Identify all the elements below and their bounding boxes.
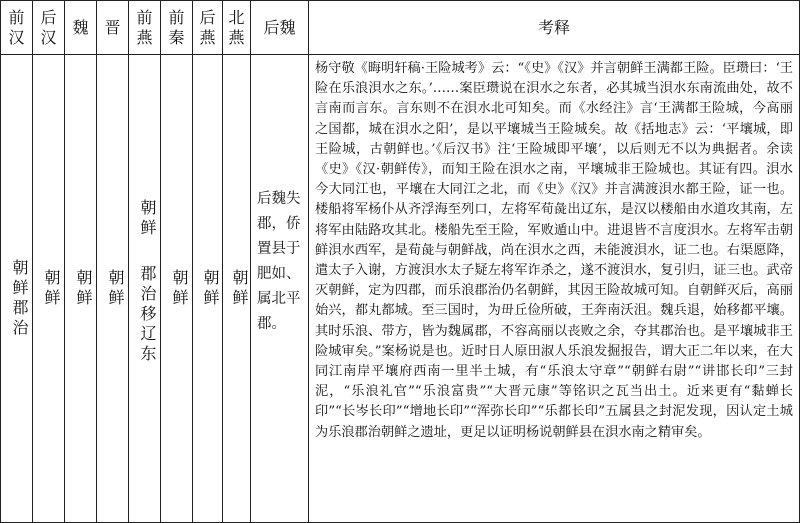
cell-hou-han: 朝鲜	[42, 269, 61, 309]
cell-bei-yan: 朝鲜	[230, 269, 249, 309]
cell-qian-han: 朝鲜郡治	[10, 259, 29, 339]
cell-jin: 朝鲜	[106, 269, 125, 309]
header-hou-yan	[193, 1, 222, 55]
column-hou-yan	[193, 1, 223, 522]
header-text: 考释	[537, 17, 570, 37]
header-bei-yan	[223, 1, 250, 55]
header-char: 前	[8, 7, 25, 27]
header-jin	[97, 1, 128, 55]
cell-qian-yan-chaoxian: 朝鲜	[138, 199, 157, 239]
header-wei	[65, 1, 96, 55]
header-char: 后	[199, 7, 216, 27]
header-char: 魏	[72, 17, 89, 37]
column-hou-wei	[251, 1, 309, 522]
column-qian-han	[1, 1, 33, 522]
cell-qian-qin: 朝鲜	[170, 269, 189, 309]
header-char: 燕	[228, 27, 245, 47]
header-char: 前	[136, 7, 153, 27]
header-char: 汉	[40, 27, 57, 47]
header-char: 燕	[199, 27, 216, 47]
cell-hou-wei: 后魏失郡，侨置县于肥如、属北平郡。	[257, 191, 301, 332]
column-qian-yan	[129, 1, 161, 522]
cell-qian-yan-note: 郡治移辽东	[138, 265, 157, 365]
column-hou-han	[33, 1, 65, 522]
column-qian-qin	[161, 1, 193, 522]
header-char: 后	[40, 7, 57, 27]
header-kaoshi	[309, 1, 799, 55]
header-hou-wei	[251, 1, 308, 55]
header-char: 秦	[168, 27, 185, 47]
header-qian-han	[1, 1, 32, 55]
header-char: 燕	[136, 27, 153, 47]
header-qian-yan	[129, 1, 160, 55]
header-char: 北	[228, 7, 245, 27]
column-jin	[97, 1, 129, 522]
cell-hou-yan: 朝鲜	[201, 269, 220, 309]
header-hou-han	[33, 1, 64, 55]
column-bei-yan	[223, 1, 251, 522]
column-kaoshi	[309, 1, 799, 522]
header-char: 晋	[104, 17, 121, 37]
column-wei	[65, 1, 97, 522]
header-text: 后魏	[263, 17, 296, 37]
header-char: 汉	[8, 27, 25, 47]
header-char: 前	[168, 7, 185, 27]
header-qian-qin	[161, 1, 192, 55]
commentary-text: 杨守敬《晦明轩稿·王险城考》云：“《史》《汉》并言朝鲜王满都王险。臣瓒曰：‘王险在乐浪浿水之东。’……案臣瓒说在浿水之东者，必其城当浿水东南流曲处，故不言南而言东。言东则不在浿水北可知矣。而《水经注》言‘王满都王险城，今高丽之国都，城在浿水之阳’，是以平壤城当王险城矣。故《括地志》云：‘平壤城，即王险城，古朝鲜也。’《后汉书》注‘王险城即平壤’，以后则无不以为典据者。余读《史》《汉·朝鲜传》，而知王险在浿水之南，平壤城非王险城也。其证有四。浿水今大同江也，平壤在大同江之北，而《史》《汉》并言满渡浿水都王险，证一也。楼船将军杨仆从齐浮海至列口，左将军荀彘出辽东，是汉以楼船由水道攻其南，左将军由陆路攻其北。楼船先至王险，军败遁山中。进退皆不言度浿水。左将军击朝鲜浿水西军，是荀彘与朝鲜战，尚在浿水之西，未能渡浿水，证二也。右渠愿降，遣太子入谢，方渡浿水太子疑左将军诈杀之，遂不渡浿水，复引归，证三也。武帝灭朝鲜，定为四郡，而乐浪郡治仍名朝鲜，其因王险故城可知。自朝鲜灭后，高丽始兴，都丸都城。至三国时，为毌丘俭所破，王奔南沃沮。魏兵退，始移都平壤。其时乐浪、带方，皆为魏属郡，不容高丽以丧败之余，夺其郡治也。是平壤城非王险城审矣。”案杨说是也。近时日人原田淑人乐浪发掘报告，谓大正二年以来，在大同江南岸平壤府西南一里半土城，有“乐浪太守章”“朝鲜右尉”“讲邯长印”三封泥，“乐浪礼官”“乐浪富贵”“大晋元康”等铭识之瓦当出土。近来更有“黏蝉长印”“长岑长印”“增地长印”“浑弥长印”“乐都长印”五属县之封泥发现，因认定土城为乐浪郡治朝鲜之遗址，更足以证明杨说朝鲜县在浿水南之精审矣。	[315, 61, 793, 440]
cell-wei: 朝鲜	[74, 269, 93, 309]
